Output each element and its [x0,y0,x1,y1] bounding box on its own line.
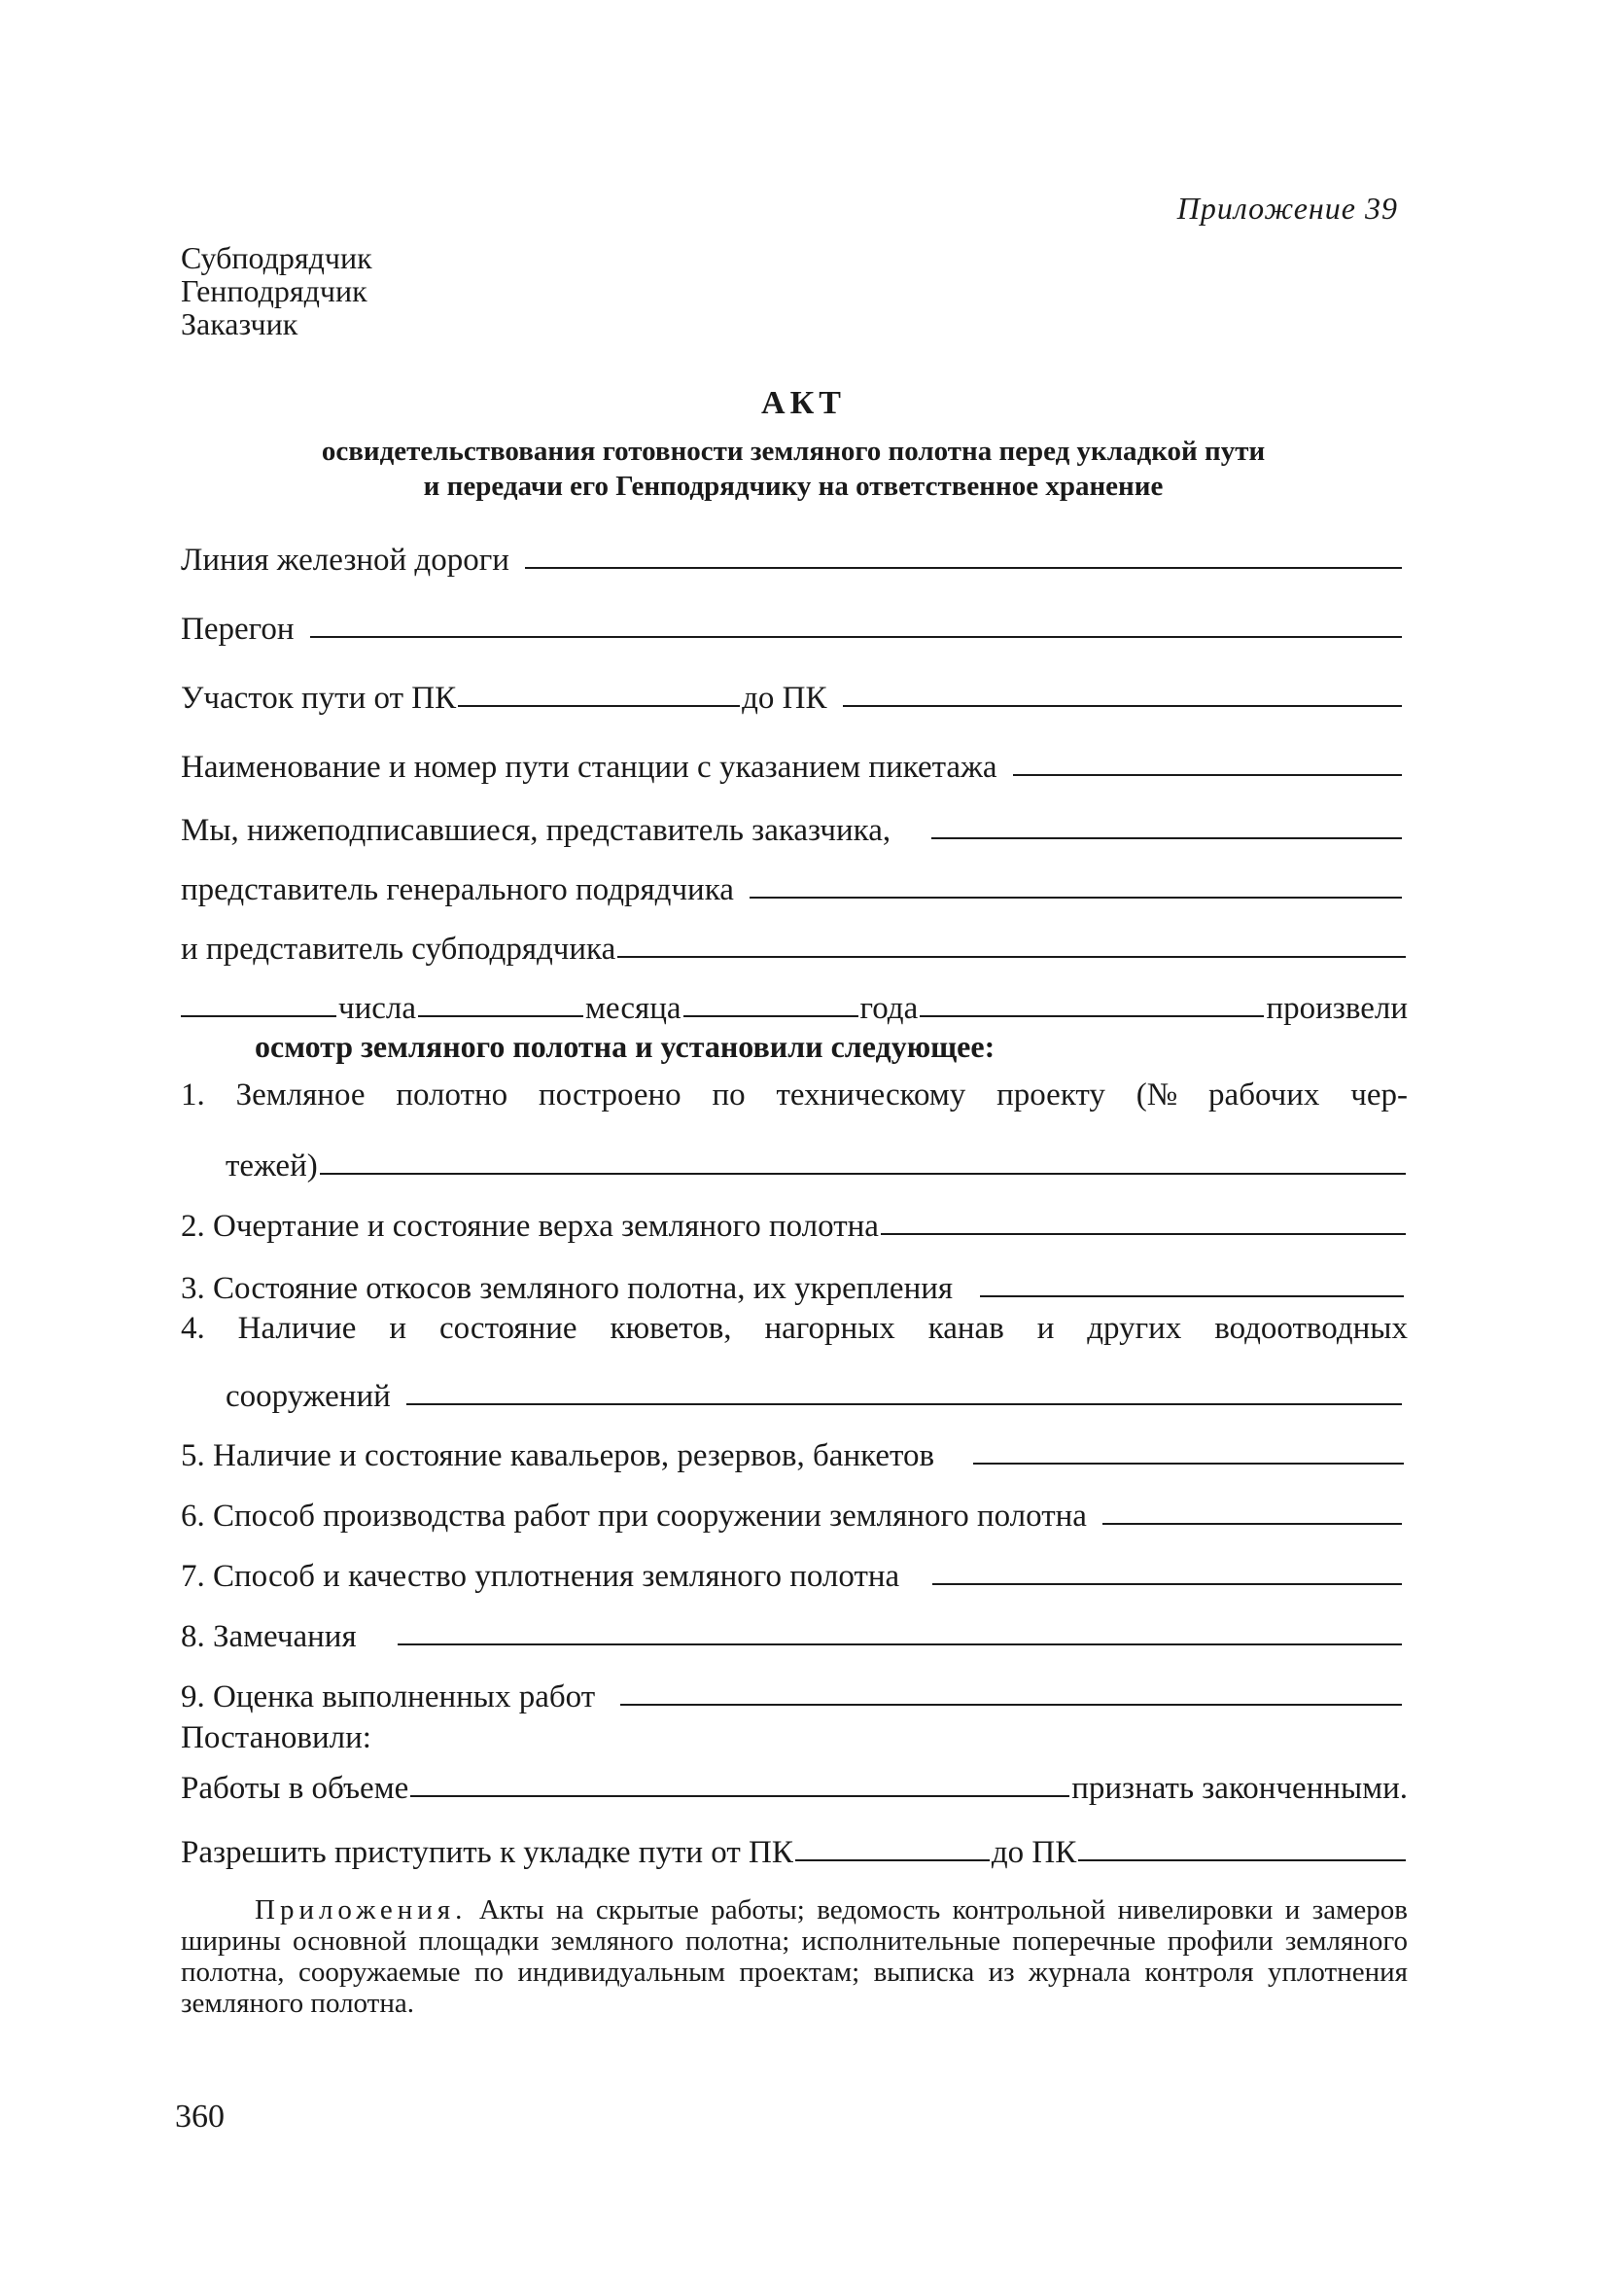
item-4-word: кюветов, [610,1311,732,1346]
work-volume-label: Работы в объеме [181,1771,409,1806]
appendices-note-text: Акты на скрытые работы; ведомость контрольной нивелировки и замеров ширины основной площадки земляного полотна; исполнительные поперечные профили земляного полотна, сооружаемые по индивидуальным проектам; выписка из журнала контроля уплотнения земляного полотна. [181,1894,1408,2019]
item-1-word: техническому [776,1077,966,1113]
permit-line [181,1832,1408,1871]
item-8-blank[interactable] [398,1643,1402,1645]
item-1-word: полотно [396,1077,508,1113]
item-4-number: 4. [181,1311,205,1346]
item-3-label: 3. Состояние откосов земляного полотна, их укрепления [181,1271,954,1306]
field-track-name-label: Наименование и номер пути станции с указанием пикетажа [181,750,997,785]
field-general-contractor-rep-blank[interactable] [750,897,1402,899]
item-7 [181,1556,1408,1595]
work-volume-blank[interactable] [410,1795,1069,1797]
item-5-blank[interactable] [973,1463,1404,1465]
date-year-label: года [859,991,919,1026]
item-2-label: 2. Очертание и состояние верха земляного полотна [181,1209,879,1244]
parties-block [181,241,372,340]
date-month-blank[interactable] [418,1015,583,1017]
item-1-word: проекту [996,1077,1105,1113]
resolved-heading: Постановили: [181,1720,371,1755]
item-6-blank[interactable] [1102,1523,1402,1525]
date-month-label: месяца [585,991,681,1026]
permit-from-blank[interactable] [795,1859,990,1861]
item-4-continuation [226,1376,1408,1415]
item-4-word: и [1036,1311,1055,1346]
date-day-label: числа [338,991,417,1026]
field-stage-label: Перегон [181,612,295,647]
field-general-contractor-rep [181,869,1408,908]
item-4-word: нагорных [764,1311,895,1346]
item-7-label: 7. Способ и качество уплотнения земляного полотна [181,1559,900,1594]
item-1-number: 1. [181,1077,205,1113]
item-3 [181,1268,1408,1307]
field-stage-blank[interactable] [310,636,1403,638]
item-9-blank[interactable] [620,1704,1402,1706]
document-subtitle [181,434,1406,504]
date-line [181,988,1408,1027]
permit-from-label: Разрешить приступить к укладке пути от ПК [181,1835,793,1870]
field-stage [181,609,1408,648]
appendices-note [181,1894,1408,2019]
appendices-note-label: Приложения. [255,1894,468,1925]
item-8 [181,1616,1408,1655]
item-1-continuation [226,1146,1408,1184]
item-5 [181,1435,1408,1474]
item-4-blank[interactable] [406,1403,1402,1405]
item-1-word: рабочих [1208,1077,1320,1113]
item-1-continuation-label: тежей) [226,1148,318,1183]
permit-to-label: до ПК [991,1835,1077,1870]
permit-to-blank[interactable] [1078,1859,1406,1861]
declare-complete-label: признать законченными. [1071,1771,1408,1806]
inspection-statement: осмотр земляного полотна и установили следующее: [255,1029,996,1064]
party-general-contractor: Генподрядчик [181,273,367,308]
item-4-word: канав [927,1311,1004,1346]
item-1-word: Земляное [235,1077,366,1113]
date-year-blank[interactable] [683,1015,858,1017]
item-4 [181,1311,1408,1347]
field-section-to-blank[interactable] [843,705,1403,707]
field-railway-line [181,540,1408,579]
item-1-word: построено [539,1077,681,1113]
item-1-word: по [712,1077,746,1113]
field-subcontractor-rep-blank[interactable] [617,956,1406,958]
item-4-word: Наличие [237,1311,357,1346]
subtitle-line-1: освидетельствования готовности земляного полотна перед укладкой пути [321,436,1266,467]
item-7-blank[interactable] [932,1583,1402,1585]
field-subcontractor-rep-label: и представитель субподрядчика [181,932,616,967]
item-1-word: (№ [1135,1077,1178,1113]
field-railway-line-blank[interactable] [525,567,1402,569]
date-day-blank[interactable] [181,1015,336,1017]
field-general-contractor-rep-label: представитель генерального подрядчика [181,872,734,907]
field-section-to-label: до ПК [742,681,827,716]
appendix-label: Приложение 39 [1176,191,1398,226]
field-customer-rep [181,810,1408,849]
field-track-name-blank[interactable] [1013,774,1402,776]
item-2 [181,1206,1408,1245]
item-4-word: водоотводных [1214,1311,1408,1346]
item-1-blank[interactable] [320,1173,1406,1175]
item-4-word: и [389,1311,407,1346]
item-3-blank[interactable] [980,1295,1404,1297]
field-track-name [181,747,1408,786]
party-customer: Заказчик [181,306,298,341]
item-1-word: чер- [1350,1077,1408,1113]
field-section-from-label: Участок пути от ПК [181,681,457,716]
item-4-word: состояние [438,1311,577,1346]
item-6 [181,1496,1408,1535]
field-railway-line-label: Линия железной дороги [181,543,509,578]
item-4-word: других [1087,1311,1182,1346]
field-undersigned-label: Мы, нижеподписавшиеся, представитель заказчика, [181,813,891,848]
field-customer-rep-blank[interactable] [931,837,1402,839]
work-volume-line [181,1768,1408,1807]
page-number: 360 [175,2099,225,2135]
item-4-continuation-label: сооружений [226,1379,391,1414]
document-title: АКТ [761,385,846,421]
subtitle-line-2: и передачи его Генподрядчику на ответственное хранение [423,471,1164,502]
date-performed-blank[interactable] [920,1015,1264,1017]
field-subcontractor-rep [181,929,1408,968]
item-9-label: 9. Оценка выполненных работ [181,1679,596,1714]
item-6-label: 6. Способ производства работ при сооружении земляного полотна [181,1499,1087,1534]
date-performed-label: произвели [1266,991,1408,1026]
item-8-label: 8. Замечания [181,1619,357,1654]
item-9 [181,1677,1408,1715]
item-5-label: 5. Наличие и состояние кавальеров, резервов, банкетов [181,1438,935,1473]
field-section-from-blank[interactable] [458,705,740,707]
item-1 [181,1077,1408,1113]
party-subcontractor: Субподрядчик [181,240,372,275]
item-2-blank[interactable] [881,1233,1406,1235]
field-section [181,678,1408,717]
